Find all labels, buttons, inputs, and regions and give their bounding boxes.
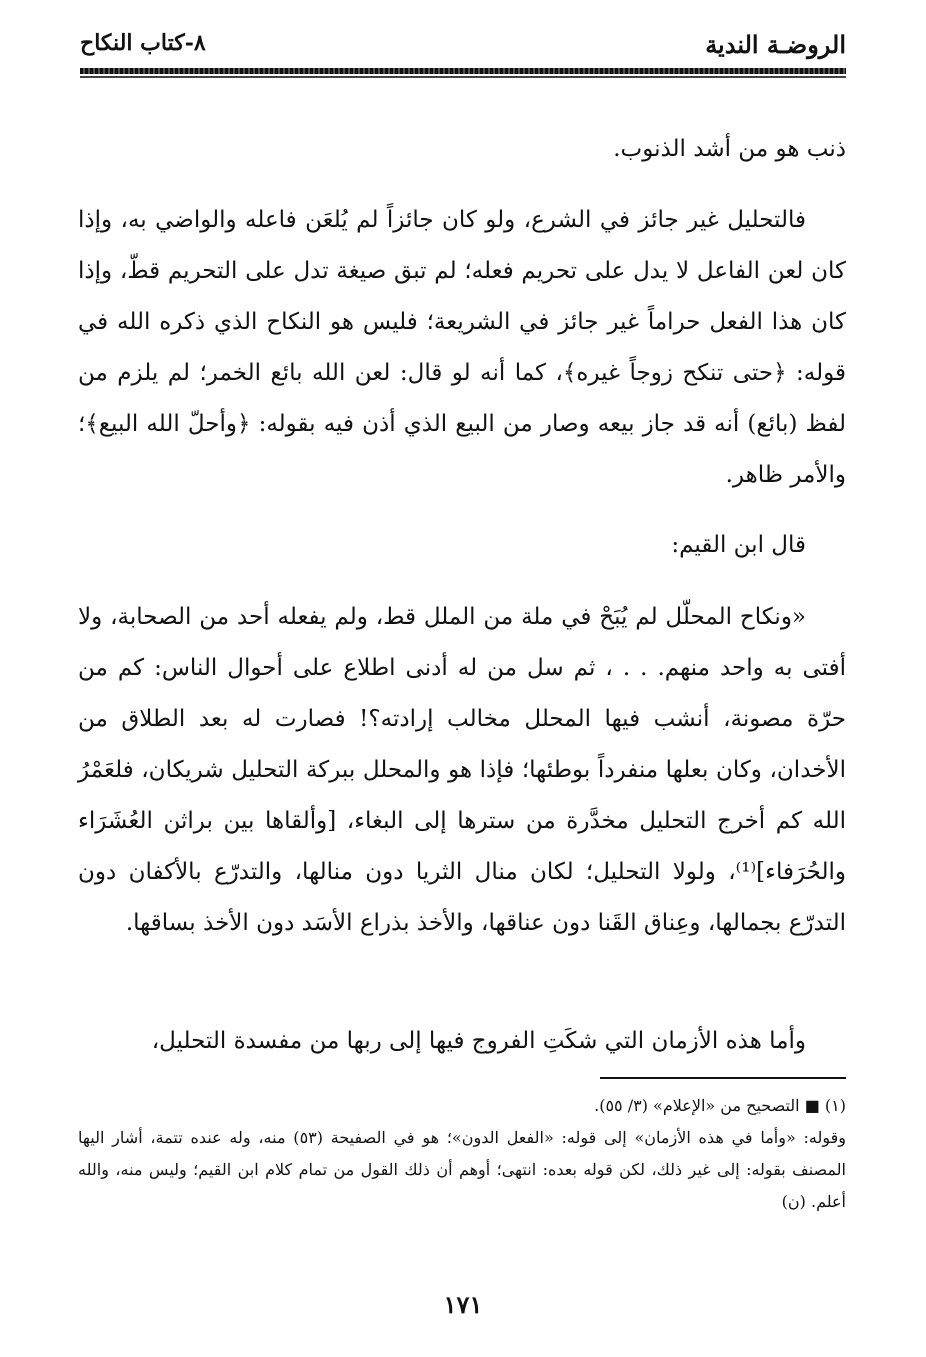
footnotes	[78, 1090, 846, 1218]
paragraph-final: وأما هذه الأزمان التي شكَتِ الفروج فيها إلى ربها من مفسدة التحليل،	[151, 1028, 806, 1054]
main-text	[78, 520, 846, 571]
main-text	[78, 1016, 846, 1067]
paragraph-ibn-qayyim-intro: قال ابن القيم:	[671, 532, 806, 558]
footnote-1: (١) ■ التصحيح من «الإعلام» (٣/ ٥٥).	[594, 1096, 846, 1115]
main-text	[78, 592, 846, 949]
running-header	[80, 30, 846, 70]
main-text	[78, 195, 846, 501]
header-rule	[80, 68, 846, 74]
header-rule-thin	[80, 76, 846, 78]
main-text	[78, 124, 846, 175]
paragraph-quote: «ونكاح المحلّل لم يُبَحْ في ملة من الملل قط، ولم يفعله أحد من الصحابة، ولا أفتى به واحد منهم. . . ، ثم سل من له أدنى اطلاع على أحوال الناس: كم من حرّة مصونة، أنشب فيها المحلل مخالب إرادته؟! فصارت له بعد الطلاق من الأخدان، وكان بعلها منفرداً بوطئها؛ فإذا هو والمحلل ببركة التحليل شريكان، فلعَمْرُ الله كم أخرج التحليل مخدَّرة من سترها إلى البغاء، [وألقاها بين براثن العُشَرَاء والحُرَفاء]⁽¹⁾، ولولا التحليل؛ لكان منال الثريا دون منالها، والتدرّع بالأكفان دون التدرّع بجمالها، وعِناق القَنا دون عناقها، والأخذ بذراع الأسَد دون الأخذ بساقها.	[78, 604, 846, 936]
paragraph-tahlil: فالتحليل غير جائز في الشرع، ولو كان جائزاً لم يُلعَن فاعله والواضي به، وإذا كان لعن الفاعل لا يدل على تحريم فعله؛ لم تبق صيغة تدل على التحريم قطّ، وإذا كان هذا الفعل حراماً غير جائز في الشريعة؛ فليس هو النكاح الذي ذكره الله في قوله: ﴿حتى تنكح زوجاً غيره﴾، كما أنه لو قال: لعن الله بائع الخمر؛ لم يلزم من لفظ (بائع) أنه قد جاز بيعه وصار من البيع الذي أذن فيه بقوله: ﴿وأحلّ الله البيع﴾؛ والأمر ظاهر.	[78, 207, 846, 488]
page-number: ١٧١	[443, 1290, 483, 1319]
chapter-title: ٨-كتاب النكاح	[80, 30, 206, 56]
footnote-2: وقوله: «وأما في هذه الأزمان» إلى قوله: «الفعل الدون»؛ هو في الصفيحة (٥٣) منه، وله عنده تتمة، أشار اليها المصنف بقوله: إلى غير ذلك، لكن قوله بعده: انتهى؛ أوهم أن ذلك القول من تمام كلام ابن القيم؛ وليس منه، والله أعلم. (ن)	[78, 1128, 847, 1211]
book-title: الروضـة الندية	[705, 30, 846, 59]
footnote-rule	[600, 1077, 846, 1079]
paragraph-continuation: ذنب هو من أشد الذنوب.	[613, 136, 846, 162]
